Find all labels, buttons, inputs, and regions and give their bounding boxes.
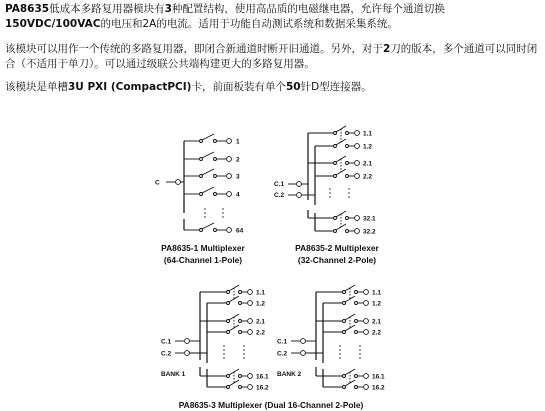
d3-b1-channel-label: 2.2 (256, 329, 266, 337)
d1-channel-label: 1 (236, 138, 240, 146)
d3-b2-channel-label: 16.1 (372, 373, 385, 381)
d1-caption-line1: PA8635-1 Multiplexer (161, 243, 245, 253)
d3-b2-channel-label: 16.2 (372, 384, 385, 392)
formfactor-text-2: 卡，前面板装有单个 (191, 81, 286, 93)
d1-common-label: C (155, 179, 160, 187)
d3-b2-channel-label: 1.1 (372, 289, 382, 297)
model-name: PA8635 (5, 3, 50, 15)
config-count: 3 (164, 3, 172, 15)
d3-b1-channel-label: 16.1 (256, 373, 269, 381)
d2-channel-label: 2.2 (363, 173, 373, 181)
d3-bank1-label: BANK 1 (161, 371, 186, 378)
d3-b1-common-label: C.1 (161, 338, 172, 346)
d3-b2-common-label: C.1 (277, 338, 288, 346)
d1-channel-label: 2 (236, 156, 240, 164)
diagram-pa8635-3-bank1 (175, 285, 252, 389)
d1-caption-line2: (64-Channel 1-Pole) (163, 255, 243, 265)
diagram-pa8635-2 (288, 126, 359, 233)
voltage-rating: 150VDC/100VAC (5, 18, 101, 30)
pin-count: 50 (285, 81, 301, 93)
d2-common-label: C.1 (274, 181, 285, 188)
d3-b1-common-label: C.2 (161, 350, 172, 358)
usage-text-2: 刀的版本，多个通道可以同时闭合（不适用于单刀）。可以通过级联公共端构建更大的多路复用器。 (5, 43, 538, 70)
d3-b2-channel-label: 1.2 (372, 300, 382, 308)
d3-b2-channel-label: 2.2 (372, 329, 382, 337)
usage-text-1: 该模块可以用作一个传统的多路复用器，即闭合新通道时断开旧通道。另外，对于 (5, 43, 383, 55)
intro-text-2: 种配置结构，使用高品质的电磁继电器，允许每个通道切换 (171, 3, 445, 15)
d1-channel-label: 4 (236, 191, 240, 199)
d2-caption-line1: PA8635-2 Multiplexer (295, 243, 379, 253)
d2-channel-label: 1.2 (363, 143, 373, 151)
d3-b2-common-label: C.2 (277, 350, 288, 358)
d2-channel-label: 2.1 (363, 160, 373, 168)
d3-caption: PA8635-3 Multiplexer (Dual 16-Channel 2-Pole) (178, 400, 364, 410)
d2-channel-label: 32.1 (363, 215, 376, 223)
intro-text-3: 的电压和2A的电流。适用于功能自动测试系统和数据采集系统。 (100, 18, 398, 30)
d3-b1-channel-label: 1.1 (256, 289, 266, 297)
d3-b2-channel-label: 2.1 (372, 318, 382, 326)
d1-channel-label: 3 (236, 173, 240, 181)
formfactor-text-3: 针D型连接器。 (300, 81, 372, 93)
d2-common-label: C.2 (274, 192, 285, 199)
d3-b1-channel-label: 1.2 (256, 300, 266, 308)
d3-b1-channel-label: 16.2 (256, 384, 269, 392)
two-pole-number: 2 (383, 43, 391, 55)
d3-bank2-label: BANK 2 (277, 371, 302, 378)
diagram-pa8635-1 (166, 134, 231, 232)
intro-text-1: 低成本多路复用器模块有 (49, 3, 165, 15)
d1-channel-label: 64 (236, 227, 244, 235)
d2-channel-label: 32.2 (363, 228, 376, 236)
diagram-pa8635-3-bank2 (291, 285, 368, 389)
form-factor: 3U PXI (CompactPCI) (68, 81, 192, 93)
d3-b1-channel-label: 2.1 (256, 318, 266, 326)
d2-channel-label: 1.1 (363, 130, 373, 138)
formfactor-text-1: 该模块是单槽 (5, 81, 68, 93)
d2-caption-line2: (32-Channel 2-Pole) (297, 255, 377, 265)
